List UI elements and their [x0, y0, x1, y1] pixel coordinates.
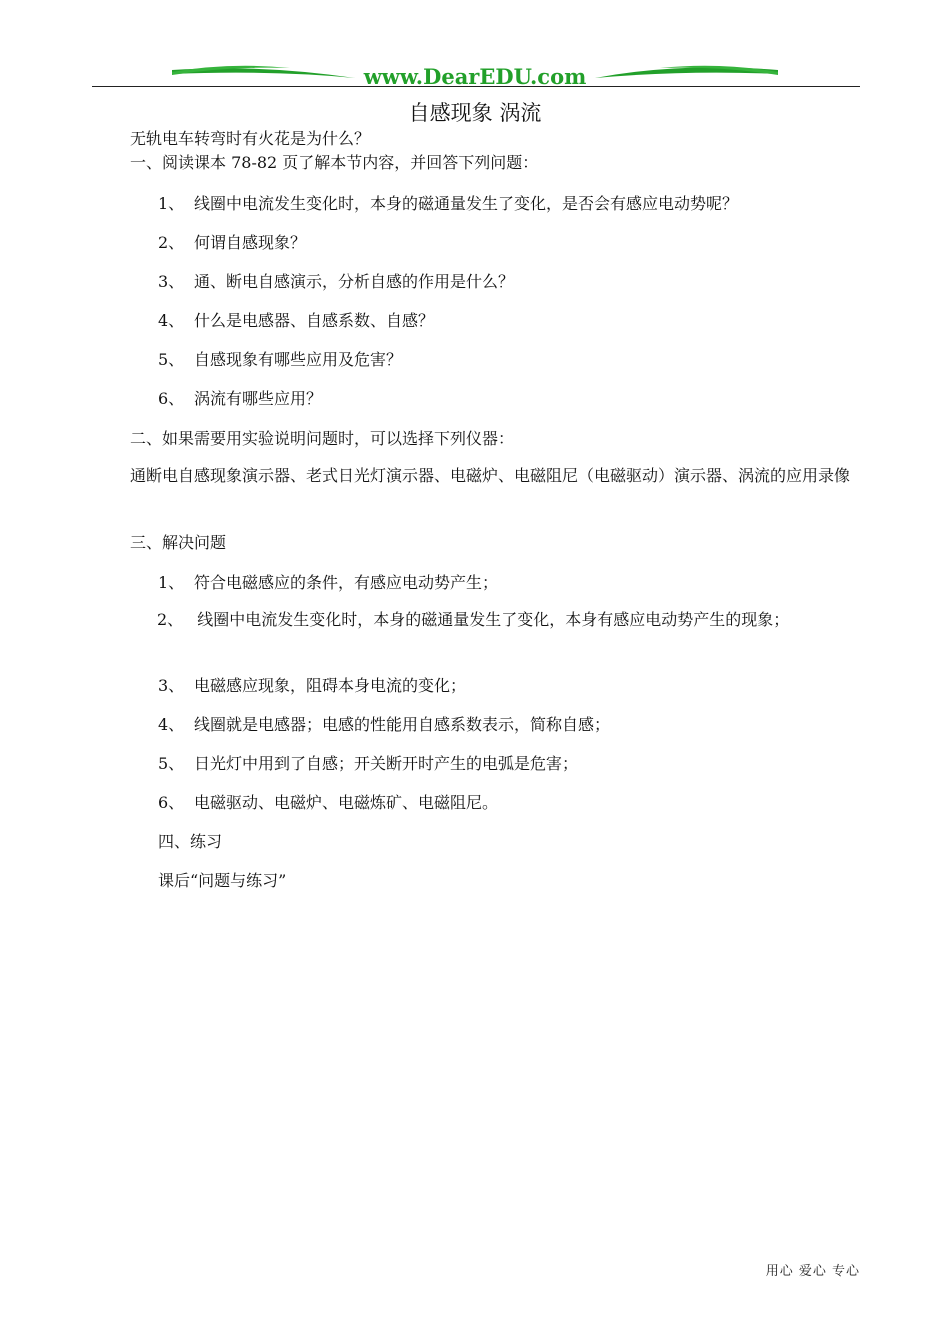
- section-3-item-4: [158, 714, 610, 736]
- item-number: 5、: [158, 350, 185, 369]
- item-text: 涡流有哪些应用？: [194, 389, 323, 408]
- section-1-heading: 一、阅读课本 78-82 页了解本节内容，并回答下列问题：: [130, 153, 539, 172]
- item-text: 符合电磁感应的条件，有感应电动势产生；: [194, 573, 499, 592]
- item-text: 何谓自感现象？: [194, 233, 307, 252]
- section-4-heading: 四、练习: [158, 832, 223, 851]
- item-number: 6、: [158, 793, 185, 812]
- item-number: 3、: [158, 676, 185, 695]
- item-text: 电磁驱动、电磁炉、电磁炼矿、电磁阻尼。: [194, 793, 499, 812]
- page-footer: 用心 爱心 专心: [765, 1264, 860, 1279]
- item-number: 4、: [158, 311, 185, 330]
- item-text: 日光灯中用到了自感；开关断开时产生的电弧是危害；: [194, 754, 579, 773]
- section-2-body: 通断电自感现象演示器、老式日光灯演示器、电磁炉、电磁阻尼（电磁驱动）演示器、涡流的应用录像: [130, 466, 851, 485]
- item-number: 2、: [157, 610, 184, 629]
- section-4-body: 课后“问题与练习”: [158, 871, 287, 890]
- intro-question: 无轨电车转弯时有火花是为什么？: [130, 129, 371, 148]
- section-3-item-1: [158, 572, 498, 594]
- section-3-item-5: [158, 753, 578, 775]
- section-1-item-5: [158, 349, 402, 371]
- logo-text: www.DearEDU.com: [363, 64, 587, 89]
- item-number: 2、: [158, 233, 185, 252]
- section-1-item-2: [158, 232, 306, 254]
- section-2-heading: 二、如果需要用实验说明问题时，可以选择下列仪器：: [130, 429, 515, 448]
- section-3-item-6: [158, 792, 498, 814]
- section-1-item-6: [158, 388, 322, 410]
- item-text: 线圈中电流发生变化时，本身的磁通量发生了变化，本身有感应电动势产生的现象；: [197, 610, 790, 629]
- header-rule: [92, 86, 860, 87]
- item-number: 1、: [158, 194, 185, 213]
- item-text: 通、断电自感演示，分析自感的作用是什么？: [194, 272, 515, 291]
- section-3-item-2: [120, 607, 862, 633]
- section-1-item-1: [158, 193, 738, 215]
- section-1-item-3: [158, 271, 514, 293]
- item-number: 5、: [158, 754, 185, 773]
- section-3-item-3: [158, 675, 466, 697]
- section-3-heading: 三、解决问题: [130, 533, 227, 552]
- item-text: 电磁感应现象，阻碍本身电流的变化；: [194, 676, 467, 695]
- section-1-item-4: [158, 310, 434, 332]
- item-text: 线圈中电流发生变化时，本身的磁通量发生了变化，是否会有感应电动势呢？: [194, 194, 739, 213]
- item-text: 自感现象有哪些应用及危害？: [194, 350, 403, 369]
- item-number: 3、: [158, 272, 185, 291]
- item-text: 什么是电感器、自感系数、自感？: [194, 311, 435, 330]
- item-text: 线圈就是电感器；电感的性能用自感系数表示，简称自感；: [194, 715, 611, 734]
- item-number: 1、: [158, 573, 185, 592]
- item-number: 6、: [158, 389, 185, 408]
- document-title: 自感现象 涡流: [408, 101, 542, 125]
- item-number: 4、: [158, 715, 185, 734]
